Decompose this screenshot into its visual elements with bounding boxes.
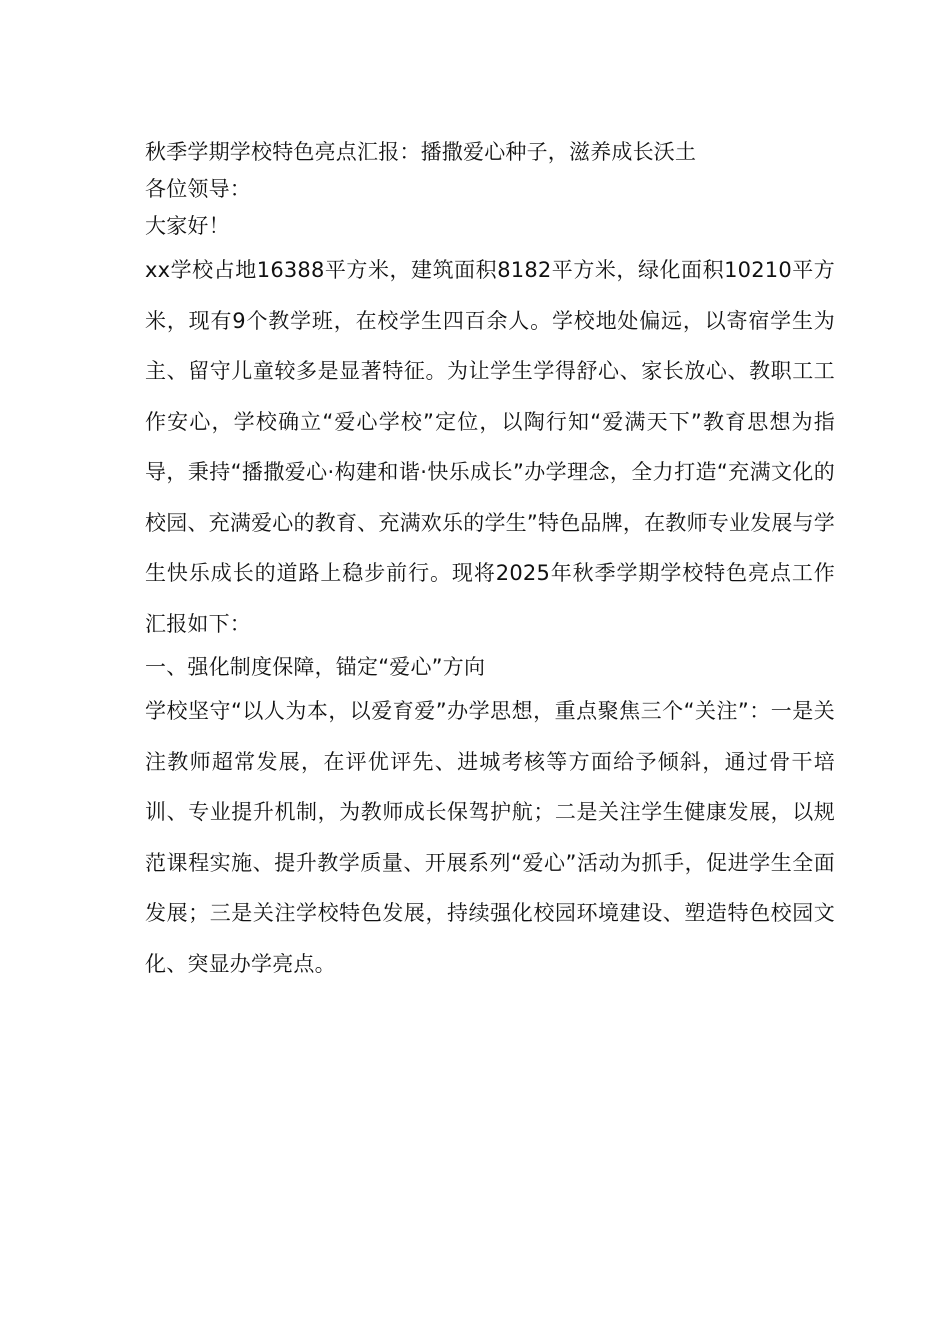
intro-paragraph: xx学校占地16388平方米，建筑面积8182平方米，绿化面积10210平方米，现有9个教学班，在校学生四百余人。学校地处偏远，以寄宿学生为主、留守儿童较多是显著特征。为让学生学得舒心、家长放心、教职工工作安心，学校确立“爱心学校”定位，以陶行知“爱满天下”教育思想为指导，秉持“播撒爱心·构建和谐·快乐成长”办学理念，全力打造“充满文化的校园、充满爱心的教育、充满欢乐的学生”特色品牌，在教师专业发展与学生快乐成长的道路上稳步前行。现将2025年秋季学期学校特色亮点工作汇报如下： (145, 258, 835, 636)
section-body: 学校坚守“以人为本，以爱育爱”办学思想，重点聚焦三个“关注”：一是关注教师超常发展，在评优评先、进城考核等方面给予倾斜，通过骨干培训、专业提升机制，为教师成长保驾护航；二是关注学生健康发展，以规范课程实施、提升教学质量、开展系列“爱心”活动为抓手，促进学生全面发展；三是关注学校特色发展，持续强化校园环境建设、塑造特色校园文化、突显办学亮点。 (145, 699, 835, 976)
document-title: 秋季学期学校特色亮点汇报：播撒爱心种子，滋养成长沃土 (145, 140, 697, 164)
greeting: 大家好！ (145, 214, 230, 238)
document-body (145, 134, 835, 989)
section-heading: 一、强化制度保障，锚定“爱心”方向 (145, 655, 486, 679)
salutation: 各位领导： (145, 177, 251, 201)
